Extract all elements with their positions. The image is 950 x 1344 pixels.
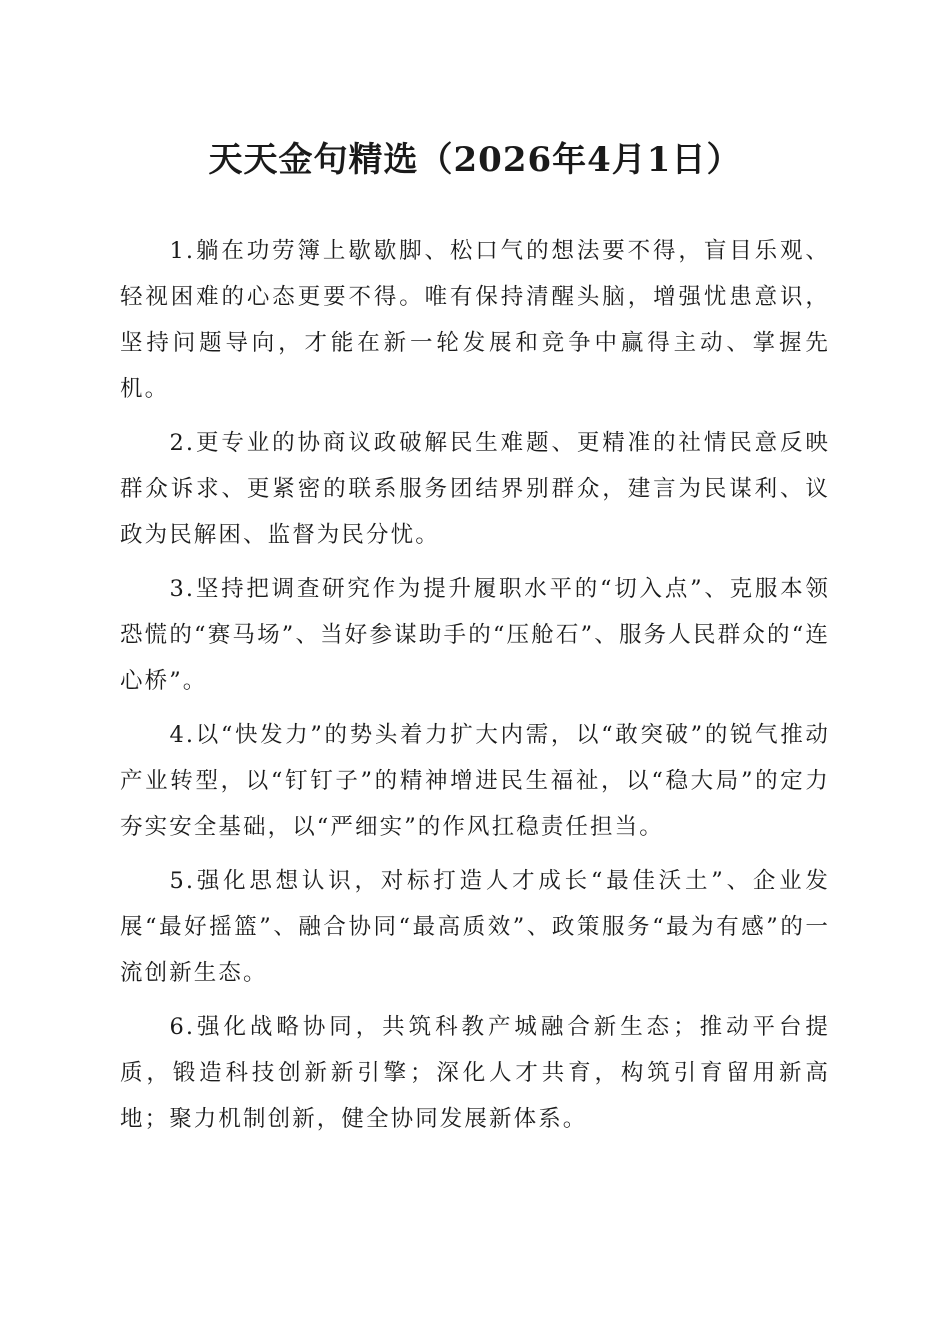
document-title: 天天金句精选（2026年4月1日） — [208, 140, 742, 180]
paragraph-2: 2.更专业的协商议政破解民生难题、更精准的社情民意反映群众诉求、更紧密的联系服务团结界别群众，建言为民谋利、议政为民解困、监督为民分忧。 — [120, 430, 830, 548]
paragraph-6: 6.强化战略协同，共筑科教产城融合新生态；推动平台提质，锻造科技创新新引擎；深化人才共育，构筑引育留用新高地；聚力机制创新，健全协同发展新体系。 — [120, 1014, 830, 1132]
document-body — [120, 228, 830, 1150]
paragraph-5: 5.强化思想认识，对标打造人才成长“最佳沃土”、企业发展“最好摇篮”、融合协同“最高质效”、政策服务“最为有感”的一流创新生态。 — [120, 868, 830, 986]
paragraph-3: 3.坚持把调查研究作为提升履职水平的“切入点”、克服本领恐慌的“赛马场”、当好参谋助手的“压舱石”、服务人民群众的“连心桥”。 — [120, 576, 830, 694]
paragraph-1: 1.躺在功劳簿上歇歇脚、松口气的想法要不得，盲目乐观、轻视困难的心态更要不得。唯有保持清醒头脑，增强忧患意识，坚持问题导向，才能在新一轮发展和竞争中赢得主动、掌握先机。 — [120, 238, 830, 402]
paragraph-4: 4.以“快发力”的势头着力扩大内需，以“敢突破”的锐气推动产业转型，以“钉钉子”的精神增进民生福祉，以“稳大局”的定力夯实安全基础，以“严细实”的作风扛稳责任担当。 — [120, 722, 830, 840]
